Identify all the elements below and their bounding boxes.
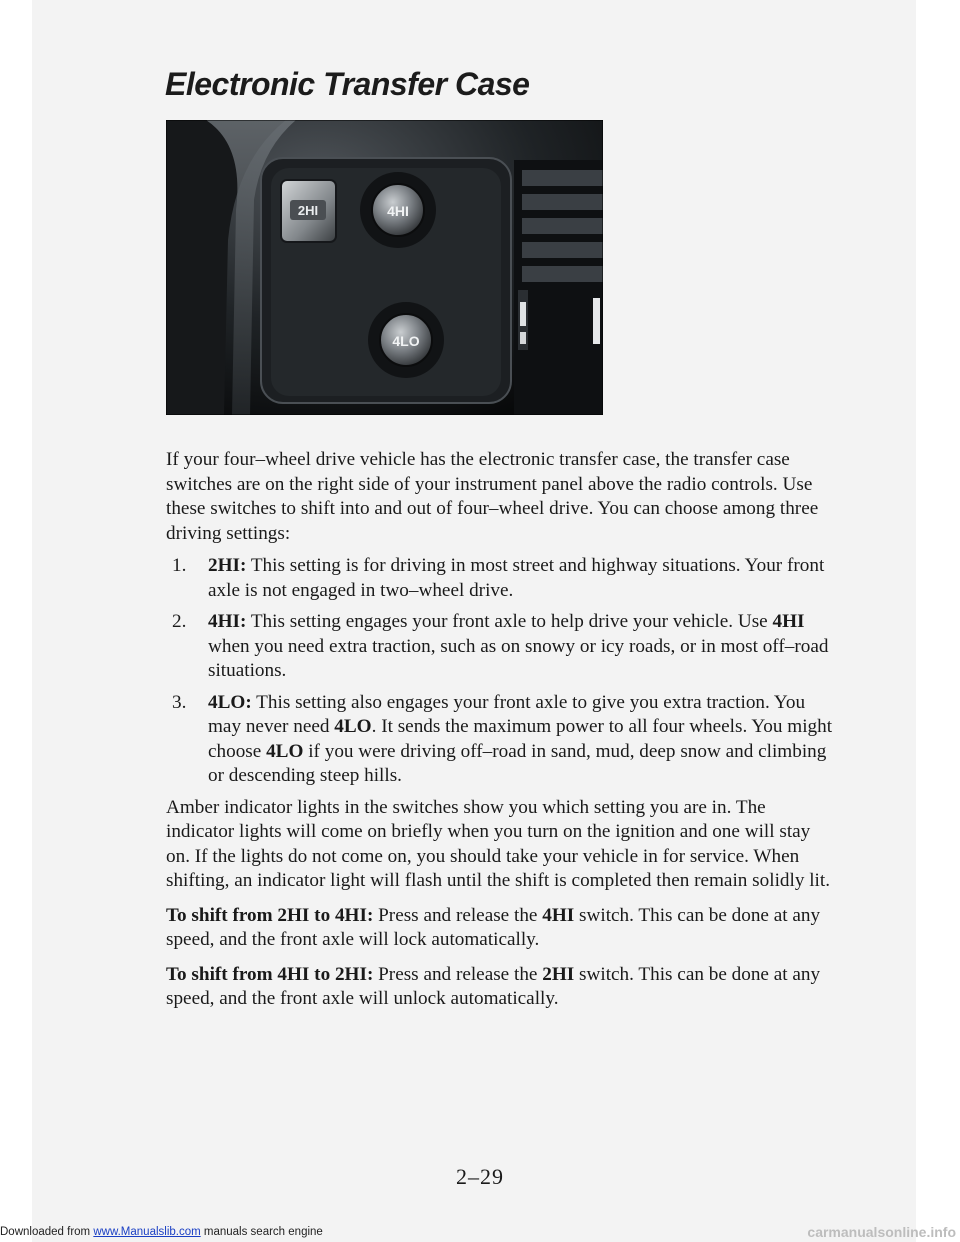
list-item bbox=[166, 554, 836, 603]
shift-heading: To shift from 2HI to 4HI: bbox=[166, 904, 374, 926]
list-number: 1. bbox=[172, 555, 187, 576]
list-item bbox=[166, 691, 836, 789]
list-number: 3. bbox=[172, 691, 187, 713]
setting-description: This setting is for driving in most street and highway situations. Your front axle is not engaged in two–wheel drive. bbox=[208, 555, 825, 601]
intro-paragraph: If your four–wheel drive vehicle has the electronic transfer case, the transfer case switches are on the right side of your instrument panel above the radio controls. Use these switches to shift into and out of four–wheel drive. You can choose among three driving settings: bbox=[166, 449, 819, 544]
setting-label-2hi: 2HI: bbox=[208, 555, 247, 576]
shift-heading: To shift from 4HI to 2HI: bbox=[166, 963, 374, 985]
footer-prefix: Downloaded from bbox=[0, 1226, 94, 1238]
button-2hi-label: 2HI bbox=[297, 203, 319, 218]
setting-description: . It sends the maximum power to all four wheels. You might choose bbox=[208, 716, 833, 762]
shift-text: switch. This can be done at any speed, and the front axle will unlock automatically. bbox=[166, 963, 821, 1009]
setting-description: if you were driving off–road in sand, mud, deep snow and climbing or descending steep hills. bbox=[208, 740, 827, 786]
shift-text: switch. This can be done at any speed, and the front axle will lock automatically. bbox=[166, 904, 821, 950]
setting-description: when you need extra traction, such as on snowy or icy roads, or in most off–road situations. bbox=[208, 635, 829, 681]
shift-2hi-to-4hi-paragraph bbox=[166, 904, 836, 953]
list-item bbox=[166, 610, 836, 684]
emphasis: 4LO bbox=[266, 740, 304, 762]
body-text bbox=[166, 448, 836, 1022]
setting-label-4hi: 4HI: bbox=[208, 611, 247, 632]
manualslib-link[interactable]: www.Manualslib.com bbox=[93, 1226, 201, 1238]
shift-text: Press and release the bbox=[373, 963, 543, 985]
emphasis: 4LO bbox=[334, 716, 372, 737]
setting-description: This setting also engages your front axle to give you extra traction. You may never need bbox=[208, 691, 806, 737]
shift-4hi-to-2hi-paragraph bbox=[166, 963, 836, 1012]
transfer-case-switches-photo bbox=[166, 120, 603, 415]
setting-description: This setting engages your front axle to help drive your vehicle. Use bbox=[246, 611, 773, 632]
watermark: carmanualsonline.info bbox=[807, 1224, 956, 1240]
button-4lo-label: 4LO bbox=[392, 333, 420, 349]
settings-list bbox=[166, 554, 836, 789]
amber-indicator-paragraph: Amber indicator lights in the switches show you which setting you are in. The indicator lights will come on briefly when you turn on the ignition and one will stay on. If the lights do not come on, you should take your vehicle in for service. When shifting, an indicator light will flash until the shift is completed then remain solidly lit. bbox=[166, 796, 831, 891]
footer-suffix: manuals search engine bbox=[200, 1226, 323, 1238]
emphasis: 2HI bbox=[542, 963, 575, 985]
shift-text: Press and release the bbox=[373, 904, 543, 926]
page-title: Electronic Transfer Case bbox=[165, 66, 530, 102]
page-number: 2–29 bbox=[456, 1164, 504, 1189]
list-number: 2. bbox=[172, 611, 187, 632]
emphasis: 4HI bbox=[542, 904, 575, 926]
download-footer bbox=[0, 1226, 323, 1238]
setting-label-4lo: 4LO: bbox=[208, 691, 252, 713]
emphasis: 4HI bbox=[772, 611, 805, 632]
button-4hi-label: 4HI bbox=[387, 203, 409, 219]
